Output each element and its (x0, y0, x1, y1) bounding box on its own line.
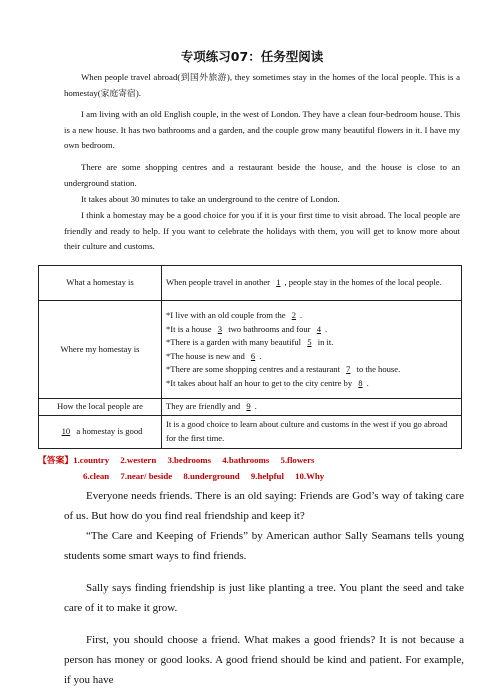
row-content: When people travel in another 1 , people stay in the homes of the local people. (162, 266, 462, 301)
blank-6: 6 (250, 350, 256, 361)
intro-paragraph-2: I am living with an old English couple, in the west of London. They have a clean four-bedroom house. This is a new house. It has two bathrooms and a garden, and the couple grow many beautiful flowers in it. I have my own bedroom. (64, 109, 460, 150)
blank-7: 7 (346, 364, 351, 374)
page-title: 专项练习07：任务型阅读 (180, 49, 324, 64)
table-row (39, 301, 462, 399)
blank-5: 5 (307, 337, 312, 347)
answer-line-1: 【答案】1.country 2.western 3.bedrooms 4.bathrooms 5.flowers (38, 455, 315, 465)
row-content: *I live with an old couple from the 2 . *It is a house 3 two bathrooms and four 4 . *There is a garden with many beautiful 5 in it. *The house is new and 6 . *There are some shopping centres and a restaurant 7 to the house. *It takes about half an hour to get to the city centre by 8 . (162, 301, 462, 399)
passage-paragraph-4: First, you should choose a friend. What makes a good friends? It is not because a person has money or good looks. A good friend should be kind and patient. For example, if you have (64, 634, 464, 686)
answer-key (38, 452, 468, 484)
blank-10: 10 (61, 425, 71, 436)
row-label: Where my homestay is (39, 301, 162, 399)
blank-1: 1 (276, 277, 281, 288)
blank-3: 3 (217, 323, 223, 334)
row-label: 10 a homestay is good (39, 415, 162, 448)
intro-paragraph-3: There are some shopping centres and a restaurant beside the house, and the house is close to an underground station. (64, 162, 460, 188)
passage-paragraph-3: Sally says finding friendship is just like planting a tree. You plant the seed and take care of it to make it grow. (64, 582, 464, 614)
row-label: What a homestay is (39, 266, 162, 301)
passage-paragraph-2: “The Care and Keeping of Friends” by American author Sally Seamans tells young students some smart ways to find friends. (64, 530, 464, 562)
intro-paragraph-1: When people travel abroad(到国外旅游), they sometimes stay in the homes of the local people. This is a homestay(家庭寄宿). (64, 72, 460, 98)
blank-8: 8 (358, 377, 363, 388)
task-table (38, 265, 462, 449)
table-row (39, 399, 462, 416)
row-content: It is a good choice to learn about culture and customs in the west if you go abroad for the first time. (162, 415, 462, 448)
passage-paragraph-1: Everyone needs friends. There is an old saying: Friends are God’s way of taking care of us. But how do you find real friendship and keep it? (64, 490, 464, 522)
intro-paragraph-5: I think a homestay may be a good choice for you if it is your first time to visit abroad. The local people are friendly and ready to help. If you want to celebrate the holidays with them, you will get to know more about their culture and customs. (64, 210, 460, 251)
blank-4: 4 (316, 323, 321, 334)
row-label: How the local people are (39, 399, 162, 416)
blank-9: 9 (246, 401, 251, 411)
table-row (39, 415, 462, 448)
row-content: They are friendly and 9 . (162, 399, 462, 416)
blank-2: 2 (291, 310, 297, 320)
answer-line-2: 6.clean 7.near/ beside 8.underground 9.helpful 10.Why (83, 471, 325, 481)
intro-paragraph-4: It takes about 30 minutes to take an underground to the centre of London. (81, 194, 340, 204)
table-row (39, 266, 462, 301)
